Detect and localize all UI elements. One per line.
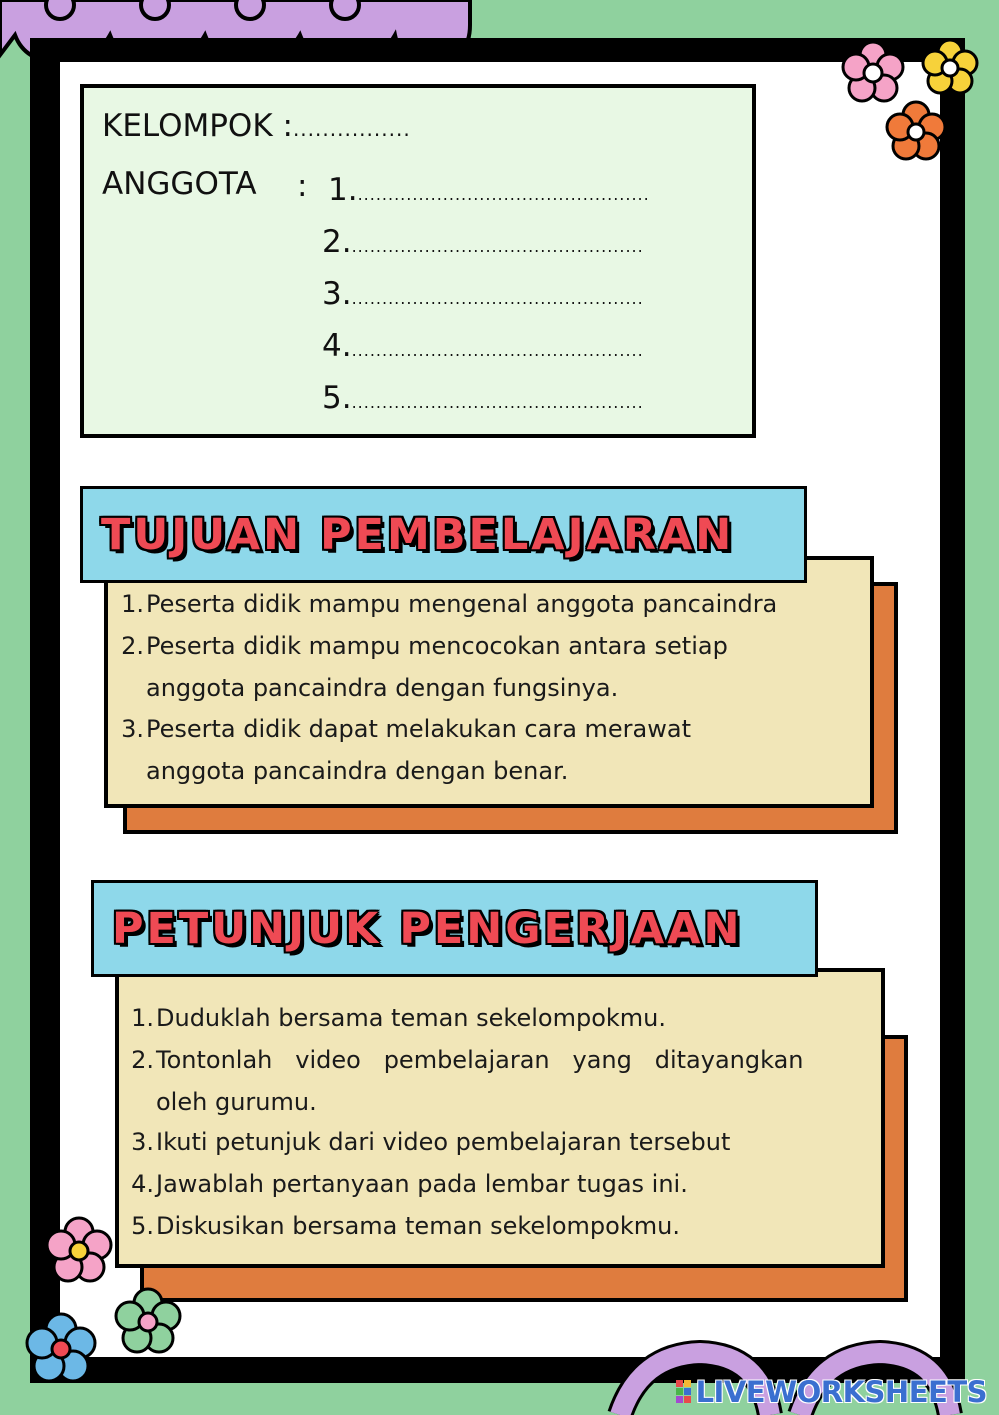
member-row: 2................................................. bbox=[322, 224, 644, 260]
kelompok-field: ................ bbox=[292, 117, 411, 141]
petunjuk-title: PETUNJUK PENGERJAAN bbox=[112, 903, 743, 954]
flower-blue-icon bbox=[20, 1308, 102, 1390]
member-row: 5................................................. bbox=[322, 380, 644, 416]
tujuan-banner bbox=[80, 486, 807, 583]
member-field: ................................................ bbox=[351, 289, 644, 308]
member-field: ................................................ bbox=[351, 341, 644, 360]
liveworksheets-logo-icon bbox=[676, 1377, 692, 1401]
member-row: 4................................................. bbox=[322, 328, 644, 364]
member-row: 3................................................. bbox=[322, 276, 644, 312]
flower-green-icon bbox=[108, 1282, 188, 1362]
member-field: ................................................ bbox=[357, 185, 650, 204]
anggota-label: ANGGOTA bbox=[102, 166, 257, 202]
tujuan-title: TUJUAN PEMBELAJARAN bbox=[101, 509, 735, 560]
anggota-colon: : bbox=[297, 168, 308, 204]
member-field: ................................................ bbox=[351, 393, 644, 412]
group-identity-box bbox=[80, 84, 756, 438]
member-field: ................................................ bbox=[351, 237, 644, 256]
flower-yellow-icon bbox=[916, 34, 984, 102]
flower-pink-icon bbox=[40, 1212, 118, 1290]
watermark: LIVEWORKSHEETS bbox=[676, 1375, 987, 1409]
member-row: 1................................................. bbox=[328, 172, 650, 208]
kelompok-label: KELOMPOK :................ bbox=[102, 108, 411, 144]
flower-orange-icon bbox=[880, 96, 952, 168]
petunjuk-banner bbox=[91, 880, 818, 977]
